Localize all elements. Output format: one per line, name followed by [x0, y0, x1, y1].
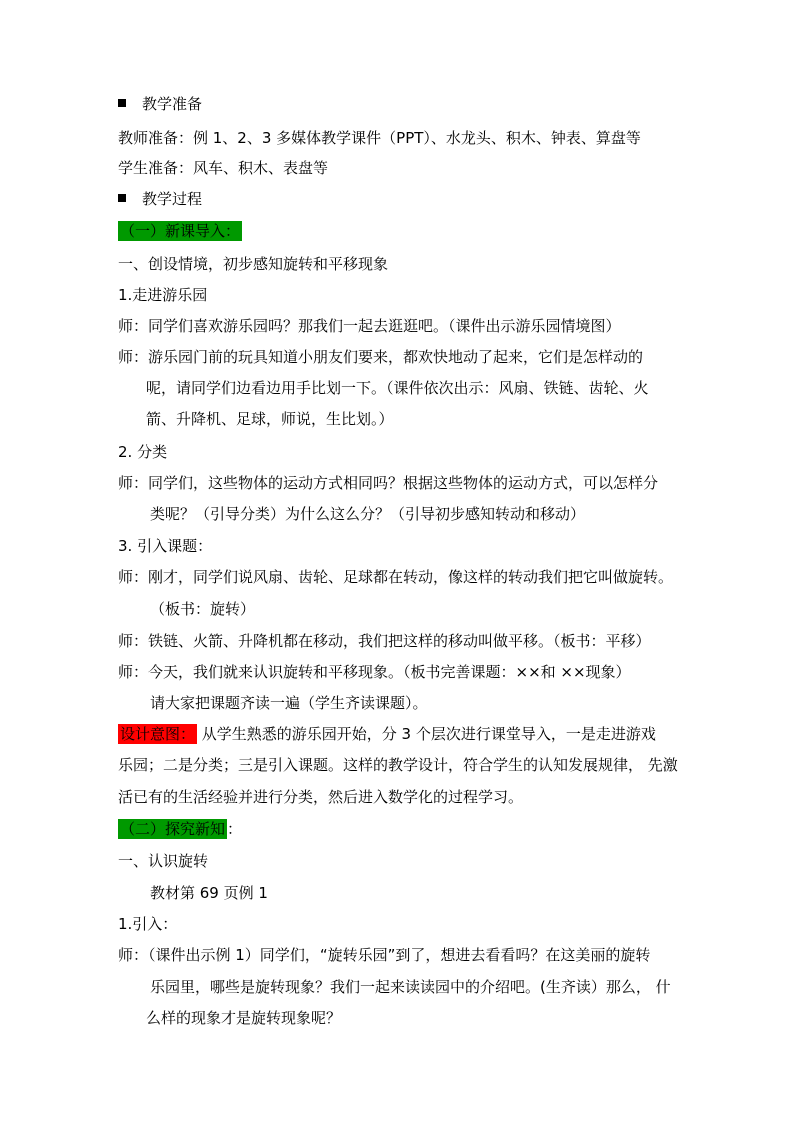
paragraph-line: 乐园里，哪些是旋转现象？我们一起来读读园中的介绍吧。(生齐读）那么， 什 — [150, 978, 671, 996]
part1-step2-title: 2. 分类 — [118, 443, 168, 461]
paragraph-line: 活已有的生活经验并进行分类，然后进入数学化的过程学习。 — [118, 788, 524, 806]
heading-teaching-prep: 教学准备 — [118, 93, 202, 115]
student-prep-line: 学生准备：风车、积木、表盘等 — [118, 159, 329, 177]
paragraph-line: 箭、升降机、足球，师说，生比划。） — [146, 410, 394, 428]
design-intent-row: 设计意图： 从学生熟悉的游乐园开始，分 3 个层次进行课堂导入，一是走进游戏 — [120, 725, 656, 743]
paragraph-line: 师：游乐园门前的玩具知道小朋友们要来，都欢快地动了起来，它们是怎样动的 — [118, 348, 644, 366]
part1-step1-title: 1.走进游乐园 — [118, 286, 208, 304]
paragraph-line: 师：铁链、火箭、升降机都在移动，我们把这样的移动叫做平移。（板书：平移） — [118, 632, 651, 650]
part2-section-title: 一、认识旋转 — [118, 852, 209, 870]
part2-label-row: （二）探究新知 ： — [120, 820, 243, 838]
design-intent-label: 设计意图： — [120, 725, 196, 743]
teacher-prep-line: 教师准备：例 1、2、3 多媒体教学课件（PPT）、水龙头、积木、钟表、算盘等 — [118, 129, 641, 147]
part1-label-row — [118, 220, 242, 242]
paragraph-line: 请大家把课题齐读一遍（学生齐读课题）。 — [150, 694, 428, 712]
paragraph-line: 类呢？（引导分类）为什么这么分？（引导初步感知转动和移动） — [150, 505, 586, 523]
paragraph-line: 师：（课件出示例 1）同学们，“旋转乐园”到了，想进去看看吗？在这美丽的旋转 — [118, 946, 651, 964]
heading-teaching-process: 教学过程 — [118, 188, 202, 210]
paragraph-line: 师：今天，我们就来认识旋转和平移现象。（板书完善课题：××和 ××现象） — [118, 663, 631, 681]
part2-step1-title: 1.引入： — [118, 915, 178, 933]
paragraph-line: 乐园；二是分类；三是引入课题。这样的教学设计，符合学生的认知发展规律， 先激 — [118, 756, 678, 774]
part1-label-highlight: （一）新课导入： — [120, 222, 241, 240]
part1-step3-title: 3. 引入课题： — [118, 537, 213, 555]
part1-section-title: 一、创设情境，初步感知旋转和平移现象 — [118, 255, 389, 273]
paragraph-line: 师：同学们喜欢游乐园吗？那我们一起去逛逛吧。（课件出示游乐园情境图） — [118, 317, 621, 335]
textbook-reference: 教材第 69 页例 1 — [150, 884, 268, 902]
paragraph-line: 师：同学们，这些物体的运动方式相同吗？根据这些物体的运动方式，可以怎样分 — [118, 474, 659, 492]
part2-label-highlight: （二）探究新知 — [120, 820, 226, 838]
paragraph-line: 么样的现象才是旋转现象呢？ — [146, 1009, 342, 1027]
paragraph-line: 师：刚才，同学们说风扇、齿轮、足球都在转动，像这样的转动我们把它叫做旋转。 — [118, 568, 674, 586]
paragraph-line: 呢，请同学们边看边用手比划一下。（课件依次出示：风扇、铁链、齿轮、火 — [146, 379, 649, 397]
square-bullet-icon — [118, 99, 126, 107]
paragraph-line: （板书：旋转） — [150, 600, 256, 618]
square-bullet-icon — [118, 194, 126, 202]
